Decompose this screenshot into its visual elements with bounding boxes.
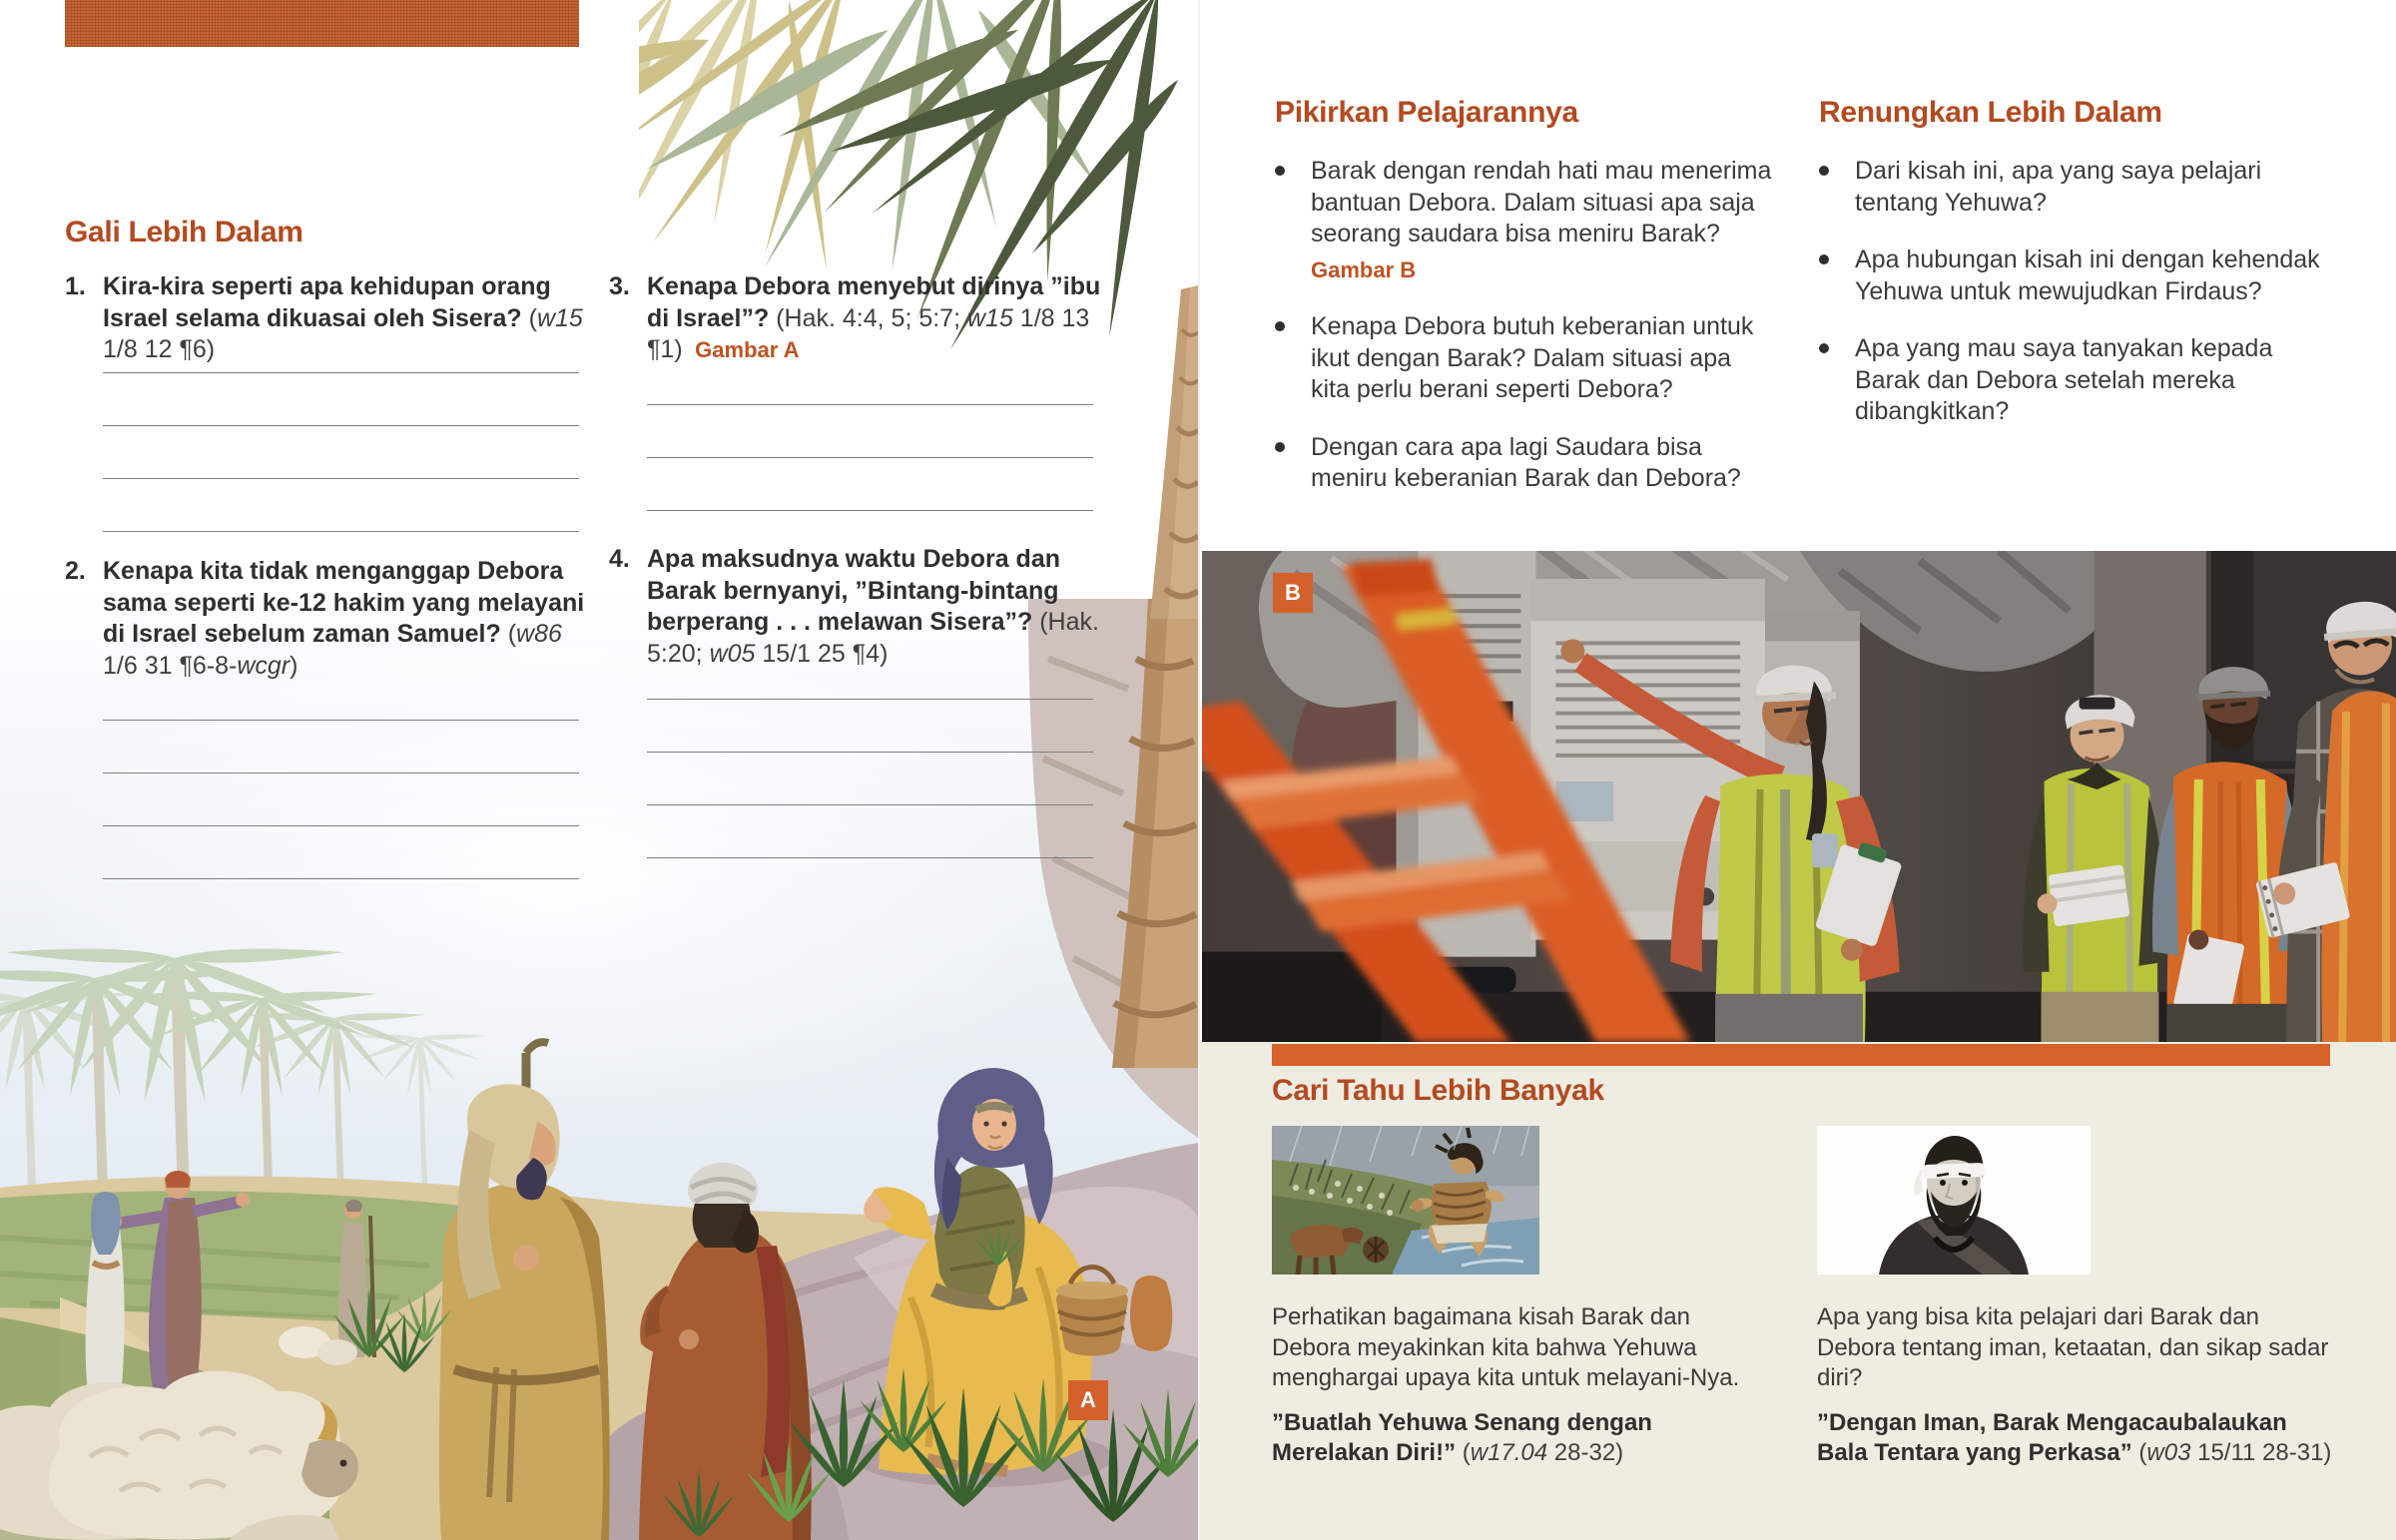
learn-more-reference[interactable]: ”Buatlah Yehuwa Senang dengan Merelakan Diri!” (w17.04 28-32) <box>1272 1408 1652 1466</box>
palm-trunk-upper <box>1150 285 1198 619</box>
bullet-icon <box>1275 156 1311 285</box>
bullet-text: Barak dengan rendah hati mau menerima bantuan Debora. Dalam situasi apa saja seorang saudara bisa meniru Barak? Gambar B <box>1311 157 1772 282</box>
orange-divider-bar <box>1272 1044 2330 1066</box>
section-title-reflect: Renungkan Lebih Dalam <box>1819 96 2162 129</box>
learn-more-reference[interactable]: ”Dengan Iman, Barak Mengacaubalaukan Bala Tentara yang Perkasa” (w03 15/11 28-31) <box>1817 1408 2332 1466</box>
barak-portrait-thumbnail[interactable] <box>1817 1126 2091 1275</box>
learn-more-item-2 <box>1817 1126 2338 1469</box>
bullet-item <box>1819 156 2333 219</box>
question-number: 1. <box>65 272 86 300</box>
orange-texture-block <box>65 0 579 47</box>
answer-line <box>647 405 1093 458</box>
question-text: Kira-kira seperti apa kehidupan orang Israel selama dikuasai oleh Sisera? (w15 1/8 12 ¶6) <box>103 272 583 363</box>
figure-badge-a: A <box>1068 1380 1108 1420</box>
answer-lines-q2 <box>103 668 579 879</box>
workers-photo <box>1202 551 2396 1042</box>
answer-lines-q4 <box>647 647 1093 858</box>
bullet-text: Apa yang mau saya tanyakan kepada Barak dan Debora setelah mereka dibangkitkan? <box>1855 334 2273 425</box>
bullet-item <box>1819 333 2333 428</box>
bullet-icon <box>1275 432 1311 495</box>
answer-line <box>103 373 579 426</box>
answer-line <box>103 479 579 532</box>
bullet-icon <box>1819 156 1855 219</box>
figure-badge-b: B <box>1273 573 1313 613</box>
bullet-text: Kenapa Debora butuh keberanian untuk ikut dengan Barak? Dalam situasi apa kita perlu berani seperti Debora? <box>1311 312 1754 403</box>
question-text: Kenapa kita tidak menganggap Debora sama seperti ke-12 hakim yang melayani di Israel sebelum zaman Samuel? (w86 1/6 31 ¶6-8-wcgr) <box>103 557 585 680</box>
bullet-icon <box>1819 245 1855 307</box>
bullet-text: Dari kisah ini, apa yang saya pelajari tentang Yehuwa? <box>1855 157 2262 217</box>
question-number: 2. <box>65 557 86 585</box>
learn-more-caption: Apa yang bisa kita pelajari dari Barak dan Debora tentang iman, ketaatan, dan sikap sadar diri? <box>1817 1303 2329 1391</box>
answer-line <box>647 805 1093 858</box>
answer-line <box>647 700 1093 753</box>
section-title-think: Pikirkan Pelajarannya <box>1275 96 1578 129</box>
right-page <box>1198 0 2396 1540</box>
basket-and-jar <box>1056 1268 1172 1356</box>
workers-photo-illustration <box>1202 551 2396 1042</box>
bullet-item <box>1275 156 1774 285</box>
answer-line <box>103 721 579 773</box>
question-number: 4. <box>609 545 630 573</box>
bullet-icon <box>1275 311 1311 406</box>
think-column <box>1275 96 1774 521</box>
learn-more-item-1 <box>1272 1126 1749 1469</box>
section-title-dig-deeper: Gali Lebih Dalam <box>65 216 303 249</box>
question-text: Kenapa Debora menyebut dirinya ”ibu di Israel”? (Hak. 4:4, 5; 5:7; w15 1/8 13 ¶1) Gambar A <box>647 272 1101 363</box>
answer-lines-q3 <box>647 352 1093 511</box>
answer-line <box>103 826 579 879</box>
answer-line <box>647 753 1093 805</box>
question-4 <box>609 544 1106 670</box>
bullet-item <box>1275 311 1774 406</box>
battle-scene-thumbnail[interactable] <box>1272 1126 1539 1275</box>
question-number: 3. <box>609 272 630 300</box>
section-title-learn-more: Cari Tahu Lebih Banyak <box>1272 1074 1604 1107</box>
bullet-text: Dengan cara apa lagi Saudara bisa meniru keberanian Barak dan Debora? <box>1311 432 1741 492</box>
answer-line <box>103 426 579 479</box>
bullet-item <box>1819 245 2333 307</box>
answer-line <box>647 458 1093 511</box>
question-1 <box>65 271 586 366</box>
question-3 <box>609 271 1106 366</box>
answer-line <box>103 773 579 826</box>
question-text: Apa maksudnya waktu Debora dan Barak bernyanyi, ”Bintang-bintang berperang . . . melawan Sisera”? (Hak. 5:20; w05 15/1 25 ¶4) <box>647 545 1099 668</box>
bullet-item <box>1275 432 1774 495</box>
reflect-column <box>1819 96 2333 454</box>
question-2 <box>65 556 586 682</box>
bullet-text: Apa hubungan kisah ini dengan kehendak Yehuwa untuk mewujudkan Firdaus? <box>1855 246 2320 305</box>
learn-more-caption: Perhatikan bagaimana kisah Barak dan Debora meyakinkan kita bahwa Yehuwa menghargai upaya kita untuk melayani-Nya. <box>1272 1303 1740 1391</box>
bullet-icon <box>1819 333 1855 428</box>
